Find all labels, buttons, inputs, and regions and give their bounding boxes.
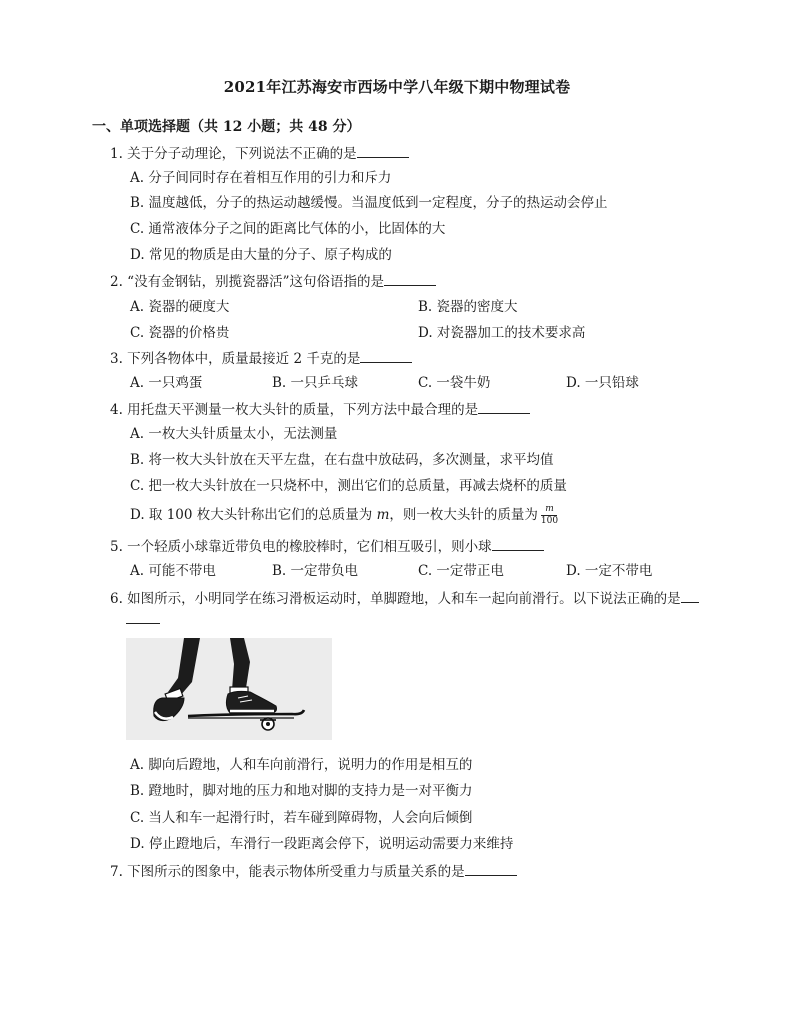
answer-blank [681, 590, 699, 603]
question-2-stem: 2. “没有金钢钻，别揽瓷器活”这句俗语指的是 [110, 274, 384, 290]
answer-blank [126, 611, 160, 624]
q5-option-d: D. 一定不带电 [566, 563, 653, 579]
question-1-stem: 1. 关于分子动理论，下列说法不正确的是 [110, 146, 357, 162]
q4-option-d-text: D. 取 100 枚大头针称出它们的总质量为 [130, 507, 373, 523]
fraction-numerator: m [545, 504, 554, 514]
skateboard-illustration [126, 638, 332, 740]
answer-blank [360, 350, 412, 363]
fraction-denominator: 100 [540, 516, 559, 526]
q5-option-c: C. 一定带正电 [418, 563, 504, 579]
q3-option-d: D. 一只铅球 [566, 375, 639, 391]
answer-blank-continued [126, 611, 160, 628]
q6-option-c: C. 当人和车一起滑行时，若车碰到障碍物，人会向后倾倒 [130, 810, 473, 826]
q1-option-d: D. 常见的物质是由大量的分子、原子构成的 [130, 247, 392, 263]
q1-option-a: A. 分子间同时存在着相互作用的引力和斥力 [130, 170, 392, 186]
q3-option-c: C. 一袋牛奶 [418, 375, 491, 391]
q1-option-c: C. 通常液体分子之间的距离比气体的小，比固体的大 [130, 221, 446, 237]
q2-option-b: B. 瓷器的密度大 [418, 299, 518, 315]
answer-blank [478, 401, 530, 414]
q3-option-b: B. 一只乒乓球 [272, 375, 359, 391]
q4-option-d [130, 503, 558, 526]
question-6 [110, 587, 699, 607]
question-5-stem: 5. 一个轻质小球靠近带负电的橡胶棒时，它们相互吸引，则小球 [110, 539, 492, 555]
q1-option-b: B. 温度越低，分子的热运动越缓慢。当温度低到一定程度，分子的热运动会停止 [130, 195, 608, 211]
question-6-stem: 6. 如图所示，小明同学在练习滑板运动时，单脚蹬地，人和车一起向前滑行。以下说法正确的是 [110, 591, 681, 607]
question-1 [110, 142, 409, 162]
skateboard-figure [126, 638, 332, 740]
question-3-stem: 3. 下列各物体中，质量最接近 2 千克的是 [110, 351, 361, 367]
question-7-stem: 7. 下图所示的图象中，能表示物体所受重力与质量关系的是 [110, 864, 465, 880]
q6-option-d: D. 停止蹬地后，车滑行一段距离会停下，说明运动需要力来维持 [130, 836, 514, 852]
section-heading: 一、单项选择题（共 12 小题；共 48 分） [92, 119, 361, 135]
q4-option-a: A. 一枚大头针质量太小，无法测量 [130, 426, 338, 442]
question-5 [110, 535, 544, 555]
q4-option-d-text-2: ，则一枚大头针的质量为 [389, 507, 538, 523]
q2-option-d: D. 对瓷器加工的技术要求高 [418, 325, 586, 341]
answer-blank [357, 145, 409, 158]
q2-option-c: C. 瓷器的价格贵 [130, 325, 230, 341]
q5-option-a: A. 可能不带电 [130, 563, 216, 579]
answer-blank [465, 863, 517, 876]
answer-blank [492, 538, 544, 551]
question-4-stem: 4. 用托盘天平测量一枚大头针的质量，下列方法中最合理的是 [110, 402, 479, 418]
fraction [541, 505, 558, 526]
question-2 [110, 270, 436, 290]
exam-title: 2021年江苏海安市西场中学八年级下期中物理试卷 [223, 78, 571, 96]
question-3 [110, 347, 412, 367]
question-4 [110, 398, 530, 418]
q3-option-a: A. 一只鸡蛋 [130, 375, 203, 391]
q5-option-b: B. 一定带负电 [272, 563, 359, 579]
q6-option-a: A. 脚向后蹬地，人和车向前滑行，说明力的作用是相互的 [130, 757, 473, 773]
q4-option-b: B. 将一枚大头针放在天平左盘，在右盘中放砝码，多次测量，求平均值 [130, 452, 554, 468]
answer-blank [384, 273, 436, 286]
q6-option-b: B. 蹬地时，脚对地的压力和地对脚的支持力是一对平衡力 [130, 783, 473, 799]
math-variable: m [376, 507, 390, 523]
q2-option-a: A. 瓷器的硬度大 [130, 299, 230, 315]
question-7 [110, 860, 517, 880]
q4-option-c: C. 把一枚大头针放在一只烧杯中，测出它们的总质量，再减去烧杯的质量 [130, 478, 567, 494]
